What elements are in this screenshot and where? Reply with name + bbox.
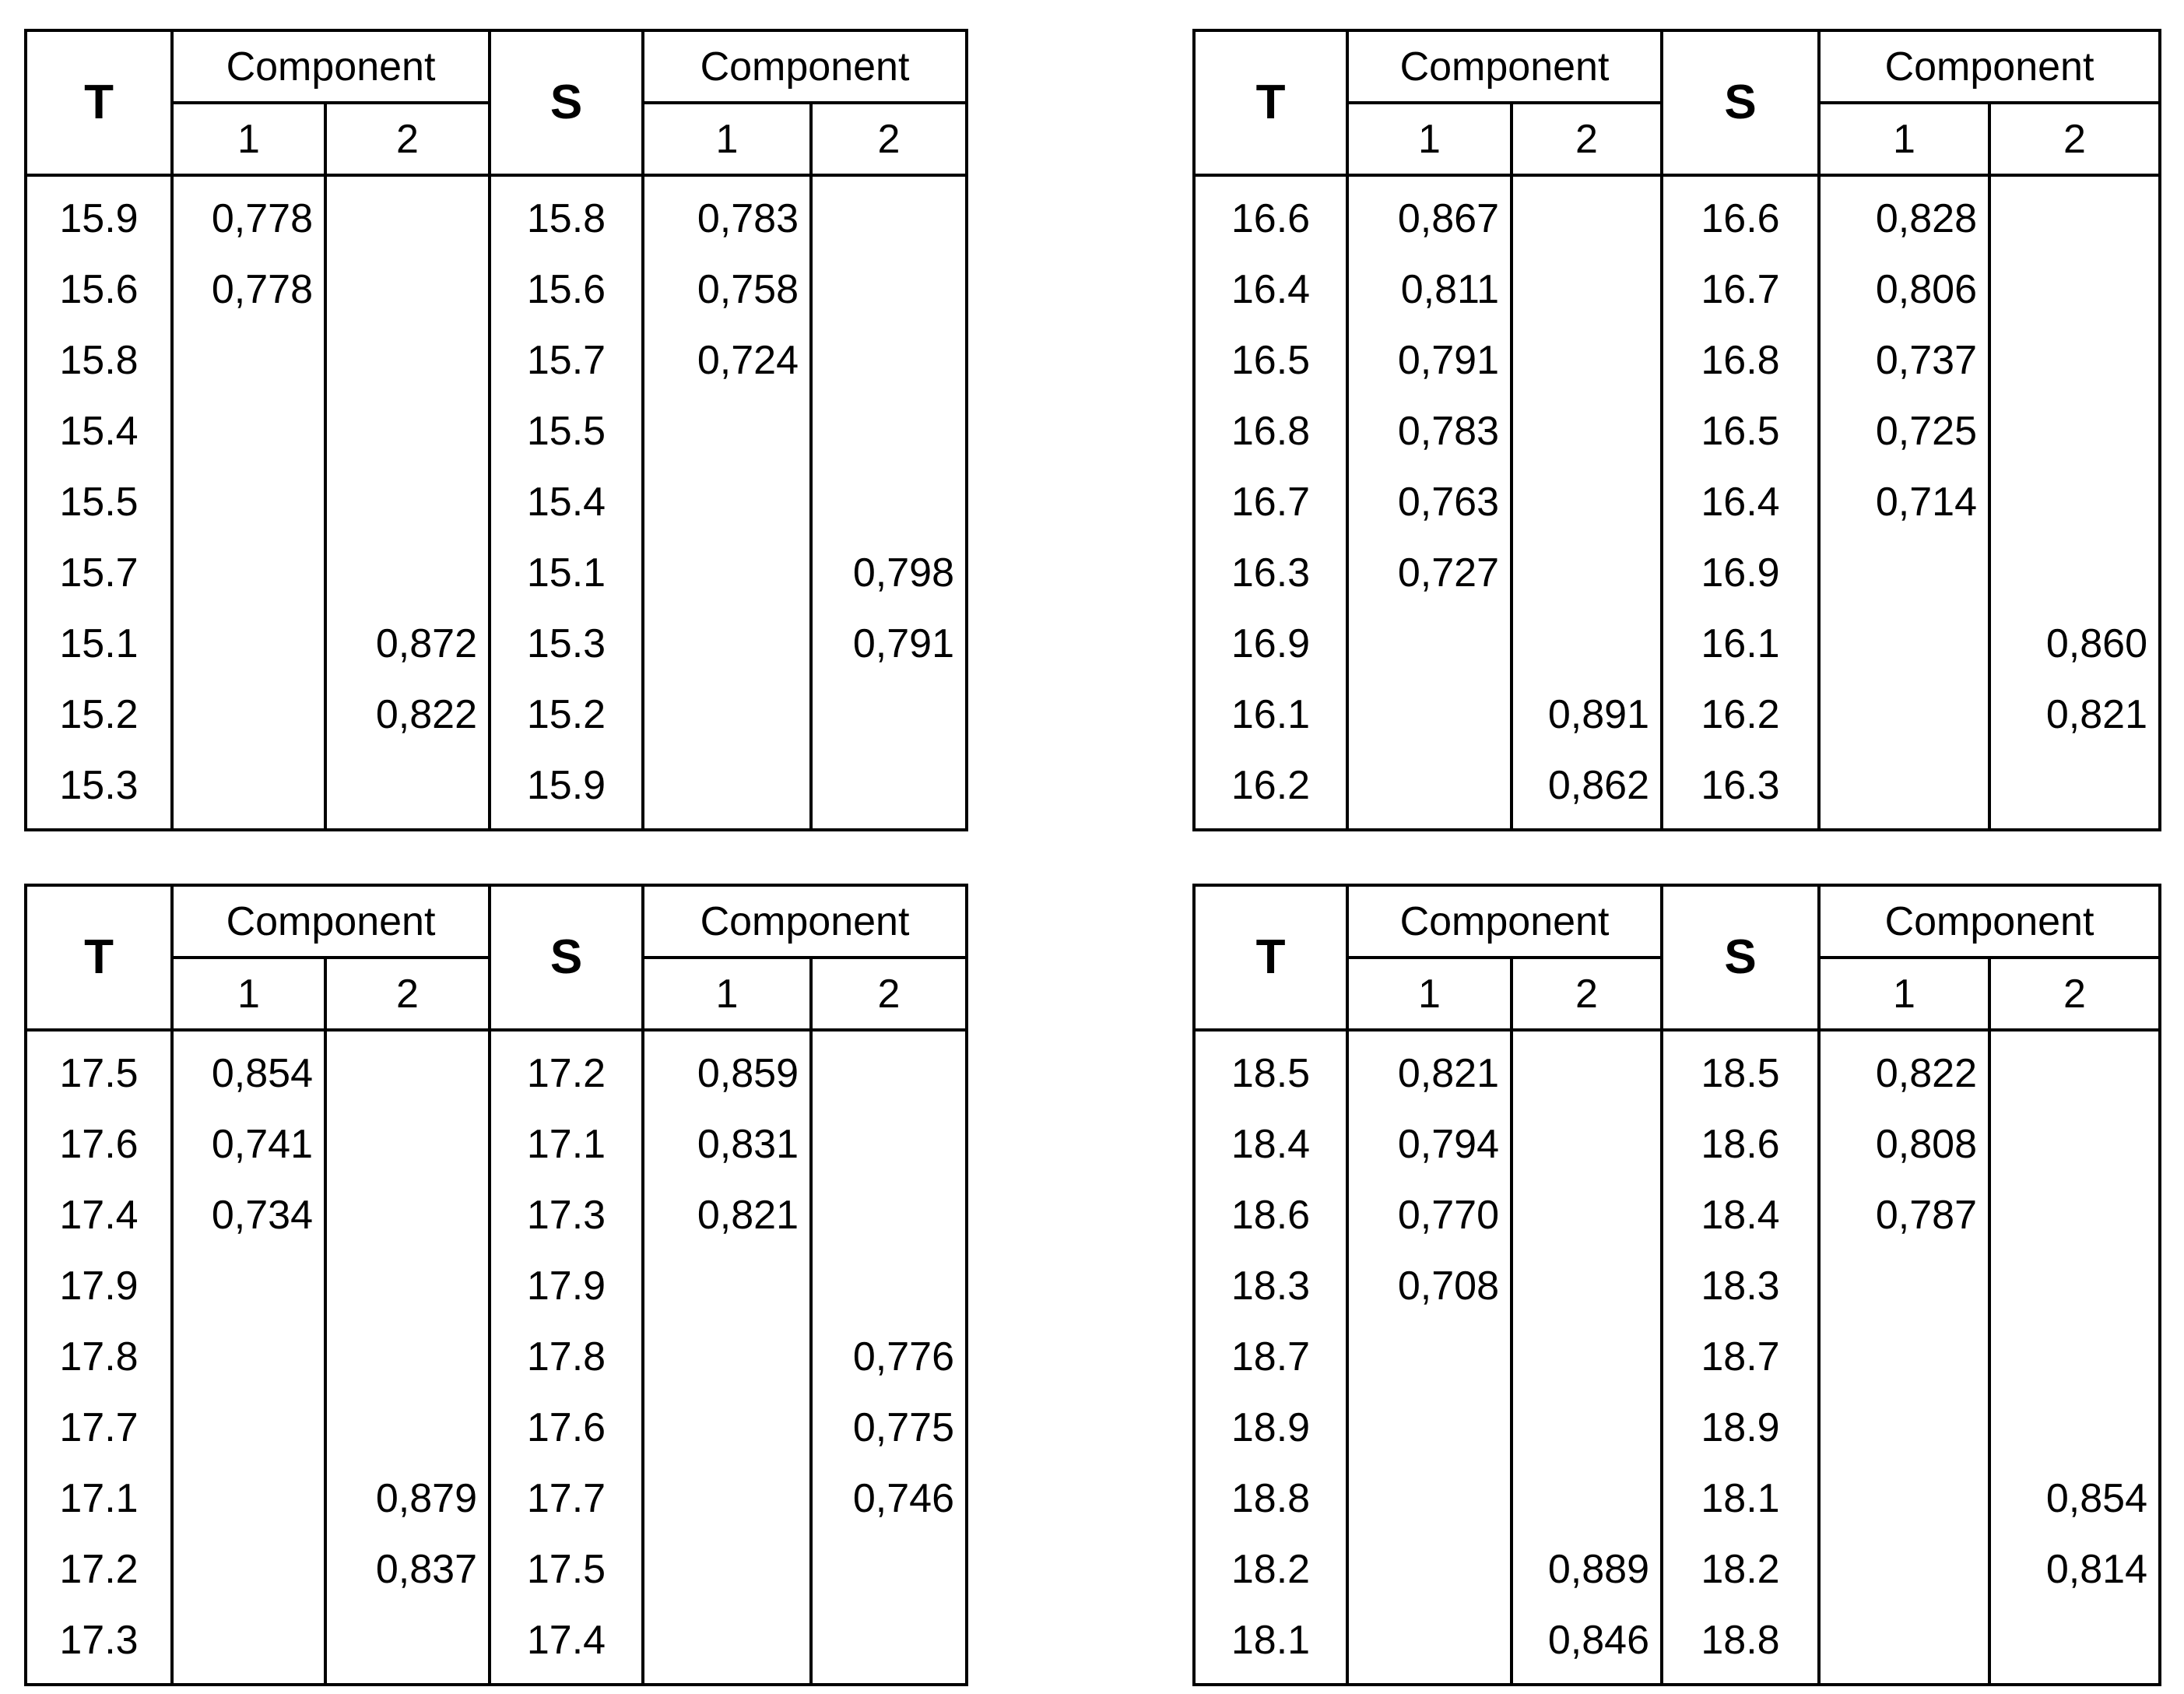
t-value: 16.3 [1194, 537, 1347, 608]
s-value: 15.9 [490, 750, 643, 830]
header-row [1194, 885, 2160, 958]
t-component-1 [172, 1250, 325, 1321]
t-component-1: 0,821 [1347, 1030, 1512, 1109]
t-value: 16.5 [1194, 325, 1347, 395]
t-value: 18.4 [1194, 1109, 1347, 1179]
component-table-1 [24, 29, 968, 831]
t-component-2 [325, 466, 490, 537]
s-value: 15.3 [490, 608, 643, 679]
t-component-2 [1512, 1321, 1662, 1392]
t-component-2: 0,837 [325, 1534, 490, 1604]
t-component-2 [1512, 395, 1662, 466]
s-component-1 [1819, 537, 1989, 608]
component-1-header: 1 [1347, 958, 1512, 1030]
t-value: 15.8 [26, 325, 172, 395]
header-row [26, 885, 967, 958]
s-component-2: 0,854 [2045, 1475, 2147, 1521]
s-component-2 [811, 325, 967, 395]
s-component-1: 0,725 [1819, 395, 1989, 466]
t-value: 15.5 [26, 466, 172, 537]
header-row [1194, 30, 2160, 103]
t-component-2 [1512, 537, 1662, 608]
component-1-header: 1 [172, 958, 325, 1030]
s-component-1 [1819, 1534, 1989, 1604]
component-2-header: 2 [811, 103, 967, 175]
t-component-1: 0,734 [172, 1179, 325, 1250]
s-value: 18.3 [1662, 1250, 1819, 1321]
s-component-1 [643, 537, 811, 608]
s-component-2 [1989, 1179, 2160, 1250]
component-1-header: 1 [1819, 103, 1989, 175]
s-component-1 [643, 395, 811, 466]
t-component-1 [1347, 1534, 1512, 1604]
s-value: 18.8 [1662, 1604, 1819, 1685]
component-2-header: 2 [1989, 958, 2160, 1030]
t-component-1: 0,783 [1347, 395, 1512, 466]
t-component-2 [325, 395, 490, 466]
component-1-header: 1 [643, 958, 811, 1030]
s-component-1 [643, 1321, 811, 1392]
t-value: 18.7 [1194, 1321, 1347, 1392]
component-group-header: Component [1819, 30, 2160, 103]
t-component-2 [325, 1109, 490, 1179]
t-component-2: 0,872 [325, 608, 490, 679]
t-component-2 [1512, 608, 1662, 679]
s-value: 15.7 [490, 325, 643, 395]
table-row [26, 1392, 967, 1463]
table-row [1194, 395, 2160, 466]
s-value: 15.1 [490, 537, 643, 608]
t-header: T [26, 30, 172, 175]
s-value: 16.3 [1662, 750, 1819, 830]
s-component-1 [643, 679, 811, 750]
s-value: 16.2 [1662, 679, 1819, 750]
t-component-2: 0,846 [1512, 1604, 1662, 1685]
s-component-2 [1989, 1250, 2160, 1321]
component-group-header: Component [172, 30, 490, 103]
t-component-1 [1347, 750, 1512, 830]
s-value: 16.8 [1662, 325, 1819, 395]
component-table-3 [24, 884, 968, 1686]
s-value: 17.2 [490, 1030, 643, 1109]
s-component-1 [643, 608, 811, 679]
table-row [26, 175, 967, 254]
s-value: 18.6 [1662, 1109, 1819, 1179]
s-component-1 [1819, 1321, 1989, 1392]
t-component-1 [1347, 679, 1512, 750]
table-row [26, 1534, 967, 1604]
t-component-1 [172, 1392, 325, 1463]
s-value: 17.5 [490, 1534, 643, 1604]
t-component-1: 0,791 [1347, 325, 1512, 395]
table-row [26, 537, 967, 608]
t-value: 17.1 [26, 1463, 172, 1534]
s-component-1 [1819, 750, 1989, 830]
s-component-2 [811, 1604, 967, 1685]
s-value: 15.6 [490, 254, 643, 325]
t-value: 17.7 [26, 1392, 172, 1463]
s-component-1 [1819, 679, 1989, 750]
s-component-1: 0,806 [1819, 254, 1989, 325]
component-2-header: 2 [325, 958, 490, 1030]
component-group-header: Component [1347, 30, 1662, 103]
t-component-2 [325, 254, 490, 325]
s-value: 15.4 [490, 466, 643, 537]
s-component-2 [811, 254, 967, 325]
t-value: 17.9 [26, 1250, 172, 1321]
t-component-1: 0,778 [172, 175, 325, 254]
t-component-2 [1512, 1109, 1662, 1179]
t-component-2 [325, 1030, 490, 1109]
table-row [26, 1179, 967, 1250]
s-component-1 [643, 466, 811, 537]
t-component-1 [172, 325, 325, 395]
s-component-1: 0,821 [643, 1179, 811, 1250]
s-value: 16.7 [1662, 254, 1819, 325]
component-2-header: 2 [1512, 958, 1662, 1030]
t-component-2 [325, 1179, 490, 1250]
s-value: 17.7 [490, 1463, 643, 1534]
s-component-1 [1819, 1392, 1989, 1463]
t-component-1 [172, 466, 325, 537]
table-row [26, 395, 967, 466]
s-component-1: 0,783 [643, 175, 811, 254]
component-2-header: 2 [811, 958, 967, 1030]
t-component-2 [1512, 325, 1662, 395]
table-row [26, 1604, 967, 1685]
s-value: 16.9 [1662, 537, 1819, 608]
table-row [1194, 608, 2160, 679]
s-value: 15.8 [490, 175, 643, 254]
component-1-header: 1 [1819, 958, 1989, 1030]
table-row [1194, 1179, 2160, 1250]
s-component-2 [1989, 1604, 2160, 1685]
t-component-1 [172, 1463, 325, 1534]
table-row [26, 1109, 967, 1179]
s-component-1: 0,714 [1819, 466, 1989, 537]
table-row [26, 1463, 967, 1534]
s-value: 18.4 [1662, 1179, 1819, 1250]
t-value: 15.3 [26, 750, 172, 830]
s-component-1: 0,831 [643, 1109, 811, 1179]
table-row [26, 254, 967, 325]
component-1-header: 1 [643, 103, 811, 175]
s-value: 18.5 [1662, 1030, 1819, 1109]
t-component-1: 0,708 [1347, 1250, 1512, 1321]
s-component-1: 0,758 [643, 254, 811, 325]
table-row [26, 1250, 967, 1321]
t-component-1 [1347, 1321, 1512, 1392]
t-component-1: 0,811 [1347, 254, 1512, 325]
t-component-2 [325, 1250, 490, 1321]
s-component-1: 0,822 [1819, 1030, 1989, 1109]
table-row [26, 608, 967, 679]
component-group-header: Component [172, 885, 490, 958]
s-header: S [490, 30, 643, 175]
t-component-1: 0,763 [1347, 466, 1512, 537]
t-value: 17.5 [26, 1030, 172, 1109]
s-component-2: 0,776 [852, 1334, 954, 1379]
t-value: 16.2 [1194, 750, 1347, 830]
t-header: T [26, 885, 172, 1030]
t-value: 16.6 [1194, 175, 1347, 254]
table-row [26, 679, 967, 750]
component-2-header: 2 [1989, 103, 2160, 175]
table-row [1194, 750, 2160, 830]
s-component-1: 0,724 [643, 325, 811, 395]
t-component-2 [325, 175, 490, 254]
s-component-2 [1989, 254, 2160, 325]
s-component-1 [1819, 1604, 1989, 1685]
s-component-2 [811, 466, 967, 537]
t-component-2: 0,879 [325, 1463, 490, 1534]
s-value: 18.9 [1662, 1392, 1819, 1463]
table-row [1194, 254, 2160, 325]
s-value: 16.4 [1662, 466, 1819, 537]
s-value: 18.7 [1662, 1321, 1819, 1392]
s-component-2 [811, 1109, 967, 1179]
s-component-1 [643, 750, 811, 830]
t-value: 18.9 [1194, 1392, 1347, 1463]
t-component-2: 0,822 [325, 679, 490, 750]
t-component-2 [325, 1321, 490, 1392]
s-component-2 [811, 750, 967, 830]
s-component-2: 0,746 [852, 1475, 954, 1521]
t-component-2 [1512, 254, 1662, 325]
table-row [1194, 325, 2160, 395]
t-component-2 [1512, 1030, 1662, 1109]
t-value: 15.9 [26, 175, 172, 254]
table-row [1194, 1463, 2160, 1534]
header-row [26, 30, 967, 103]
s-component-2 [811, 1030, 967, 1109]
s-value: 15.5 [490, 395, 643, 466]
t-component-1 [1347, 1604, 1512, 1685]
s-component-2 [1989, 395, 2160, 466]
t-header: T [1194, 30, 1347, 175]
table-row [26, 1030, 967, 1109]
t-value: 17.4 [26, 1179, 172, 1250]
s-value: 17.6 [490, 1392, 643, 1463]
s-header: S [1662, 885, 1819, 1030]
t-component-1 [172, 1321, 325, 1392]
s-value: 16.1 [1662, 608, 1819, 679]
t-value: 16.9 [1194, 608, 1347, 679]
table-row [26, 466, 967, 537]
t-value: 18.2 [1194, 1534, 1347, 1604]
t-component-2 [325, 750, 490, 830]
t-component-1: 0,727 [1347, 537, 1512, 608]
s-component-1 [1819, 1463, 1989, 1534]
t-value: 15.2 [26, 679, 172, 750]
t-value: 17.2 [26, 1534, 172, 1604]
s-component-1 [1819, 1250, 1989, 1321]
table-row [26, 750, 967, 830]
t-value: 15.7 [26, 537, 172, 608]
s-component-1: 0,859 [643, 1030, 811, 1109]
s-component-1 [643, 1392, 811, 1463]
s-value: 17.4 [490, 1604, 643, 1685]
t-component-1: 0,778 [172, 254, 325, 325]
t-value: 18.6 [1194, 1179, 1347, 1250]
s-value: 17.8 [490, 1321, 643, 1392]
t-component-1 [1347, 608, 1512, 679]
table-row [1194, 1321, 2160, 1392]
t-component-1 [172, 537, 325, 608]
s-component-1: 0,787 [1819, 1179, 1989, 1250]
s-component-1 [643, 1534, 811, 1604]
table-row [26, 325, 967, 395]
t-value: 18.3 [1194, 1250, 1347, 1321]
t-component-1 [1347, 1392, 1512, 1463]
s-component-2 [1989, 537, 2160, 608]
table-row [1194, 679, 2160, 750]
t-header: T [1194, 885, 1347, 1030]
s-component-1 [643, 1604, 811, 1685]
t-component-2 [325, 537, 490, 608]
s-component-2: 0,860 [2045, 620, 2147, 666]
t-value: 18.5 [1194, 1030, 1347, 1109]
t-component-1: 0,794 [1347, 1109, 1512, 1179]
t-component-1 [172, 1534, 325, 1604]
table-row [1194, 1030, 2160, 1109]
table-row [1194, 1534, 2160, 1604]
component-1-header: 1 [1347, 103, 1512, 175]
t-value: 16.1 [1194, 679, 1347, 750]
table-row [26, 1321, 967, 1392]
component-1-header: 1 [172, 103, 325, 175]
component-group-header: Component [1819, 885, 2160, 958]
table-row [1194, 537, 2160, 608]
t-component-1 [172, 395, 325, 466]
s-value: 18.1 [1662, 1463, 1819, 1534]
t-value: 16.8 [1194, 395, 1347, 466]
t-component-1 [172, 608, 325, 679]
s-value: 16.6 [1662, 175, 1819, 254]
s-value: 16.5 [1662, 395, 1819, 466]
t-value: 15.1 [26, 608, 172, 679]
s-component-2 [811, 679, 967, 750]
t-component-2 [325, 1604, 490, 1685]
s-component-1: 0,808 [1819, 1109, 1989, 1179]
s-component-2: 0,775 [852, 1404, 954, 1450]
s-value: 17.1 [490, 1109, 643, 1179]
s-header: S [1662, 30, 1819, 175]
s-component-2 [1989, 1392, 2160, 1463]
s-value: 18.2 [1662, 1534, 1819, 1604]
t-value: 17.6 [26, 1109, 172, 1179]
t-component-2 [1512, 1392, 1662, 1463]
table-row [1194, 1392, 2160, 1463]
t-value: 18.8 [1194, 1463, 1347, 1534]
component-group-header: Component [643, 30, 967, 103]
s-component-2 [811, 1179, 967, 1250]
s-component-1 [643, 1250, 811, 1321]
t-component-2 [325, 325, 490, 395]
t-value: 18.1 [1194, 1604, 1347, 1685]
component-group-header: Component [1347, 885, 1662, 958]
s-component-2 [811, 175, 967, 254]
component-2-header: 2 [1512, 103, 1662, 175]
s-component-2 [1989, 1030, 2160, 1109]
s-header: S [490, 885, 643, 1030]
s-component-2: 0,798 [852, 550, 954, 596]
s-component-1: 0,737 [1819, 325, 1989, 395]
t-component-2 [1512, 1463, 1662, 1534]
s-component-2 [811, 1250, 967, 1321]
t-component-1: 0,770 [1347, 1179, 1512, 1250]
t-component-1: 0,741 [172, 1109, 325, 1179]
t-component-1 [1347, 1463, 1512, 1534]
s-component-2 [811, 395, 967, 466]
table-row [1194, 1250, 2160, 1321]
table-row [1194, 1604, 2160, 1685]
t-component-1 [172, 1604, 325, 1685]
t-component-1: 0,854 [172, 1030, 325, 1109]
t-component-2: 0,889 [1512, 1534, 1662, 1604]
s-component-2 [1989, 325, 2160, 395]
t-component-1 [172, 750, 325, 830]
t-component-2 [1512, 1250, 1662, 1321]
t-value: 16.7 [1194, 466, 1347, 537]
t-component-2: 0,862 [1512, 750, 1662, 830]
t-component-1: 0,867 [1347, 175, 1512, 254]
s-value: 17.3 [490, 1179, 643, 1250]
table-row [1194, 1109, 2160, 1179]
table-row [1194, 466, 2160, 537]
t-component-2 [1512, 466, 1662, 537]
t-component-2 [325, 1392, 490, 1463]
t-component-2: 0,891 [1512, 679, 1662, 750]
t-value: 15.4 [26, 395, 172, 466]
t-value: 17.8 [26, 1321, 172, 1392]
component-table-2 [1192, 29, 2161, 831]
s-component-2 [811, 1534, 967, 1604]
t-component-2 [1512, 1179, 1662, 1250]
s-component-1 [1819, 608, 1989, 679]
table-row [1194, 175, 2160, 254]
component-group-header: Component [643, 885, 967, 958]
s-component-2 [1989, 1321, 2160, 1392]
s-component-2: 0,791 [852, 620, 954, 666]
s-component-2 [1989, 1109, 2160, 1179]
component-2-header: 2 [325, 103, 490, 175]
s-value: 15.2 [490, 679, 643, 750]
s-component-1: 0,828 [1819, 175, 1989, 254]
s-component-2 [1989, 750, 2160, 830]
t-value: 15.6 [26, 254, 172, 325]
t-value: 16.4 [1194, 254, 1347, 325]
s-value: 17.9 [490, 1250, 643, 1321]
s-component-2: 0,814 [2045, 1546, 2147, 1592]
s-component-2 [1989, 175, 2160, 254]
s-component-1 [643, 1463, 811, 1534]
component-table-4 [1192, 884, 2161, 1686]
t-component-2 [1512, 175, 1662, 254]
t-component-1 [172, 679, 325, 750]
s-component-2: 0,821 [2045, 691, 2147, 737]
t-value: 17.3 [26, 1604, 172, 1685]
s-component-2 [1989, 466, 2160, 537]
